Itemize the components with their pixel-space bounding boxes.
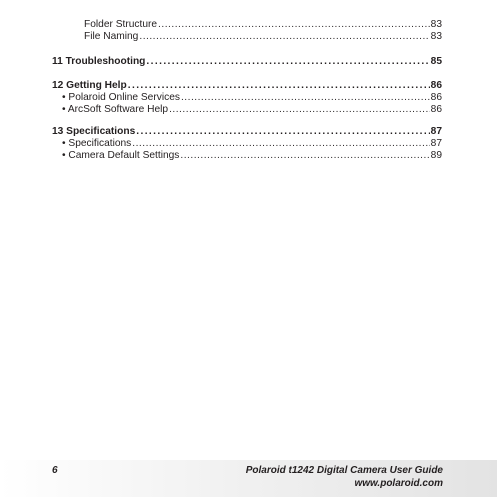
toc-leader-dots [128, 79, 430, 92]
toc-entry-label: Folder Structure [84, 19, 158, 30]
toc-chapter-page: 87 [430, 126, 442, 137]
toc-entry-folder-structure[interactable] [84, 19, 442, 31]
toc-entry-file-naming[interactable] [84, 31, 442, 43]
toc-entry-label: • ArcSoft Software Help [62, 104, 169, 115]
toc-entry-page: 86 [430, 92, 442, 103]
toc-chapter-label: 13 Specifications [52, 126, 136, 137]
toc-leader-dots [180, 150, 429, 162]
toc-entry-page: 83 [430, 19, 442, 30]
toc-entry-specifications[interactable] [62, 138, 442, 150]
toc-leader-dots [158, 19, 430, 31]
toc-chapter-label: 12 Getting Help [52, 80, 127, 91]
toc-chapter-getting-help[interactable] [52, 79, 442, 92]
toc-leader-dots [136, 125, 429, 138]
toc-entry-camera-default-settings[interactable] [62, 150, 442, 162]
toc-leader-dots [169, 104, 430, 116]
toc-leader-dots [181, 92, 430, 104]
toc-entry-label: • Specifications [62, 138, 132, 149]
toc-chapter-troubleshooting[interactable] [52, 55, 442, 68]
toc-entry-page: 89 [430, 150, 442, 161]
toc-leader-dots [132, 138, 429, 150]
toc-entry-label: • Camera Default Settings [62, 150, 180, 161]
toc-entry-label: • Polaroid Online Services [62, 92, 180, 103]
toc-chapter-label: 11 Troubleshooting [52, 56, 146, 67]
toc-entry-page: 86 [430, 104, 442, 115]
toc-entry-label: File Naming [84, 31, 139, 42]
website-link[interactable]: www.polaroid.com [354, 478, 443, 489]
toc-entry-arcsoft-software-help[interactable] [62, 104, 442, 116]
toc-chapter-specifications[interactable] [52, 125, 442, 138]
toc-leader-dots [139, 31, 429, 43]
toc-chapter-page: 86 [430, 80, 442, 91]
toc-leader-dots [146, 55, 429, 68]
toc-chapter-page: 85 [430, 56, 442, 67]
page-number: 6 [52, 465, 58, 476]
toc-entry-page: 83 [430, 31, 442, 42]
guide-title: Polaroid t1242 Digital Camera User Guide [245, 465, 443, 476]
toc-entry-polaroid-online-services[interactable] [62, 92, 442, 104]
toc-entry-page: 87 [430, 138, 442, 149]
